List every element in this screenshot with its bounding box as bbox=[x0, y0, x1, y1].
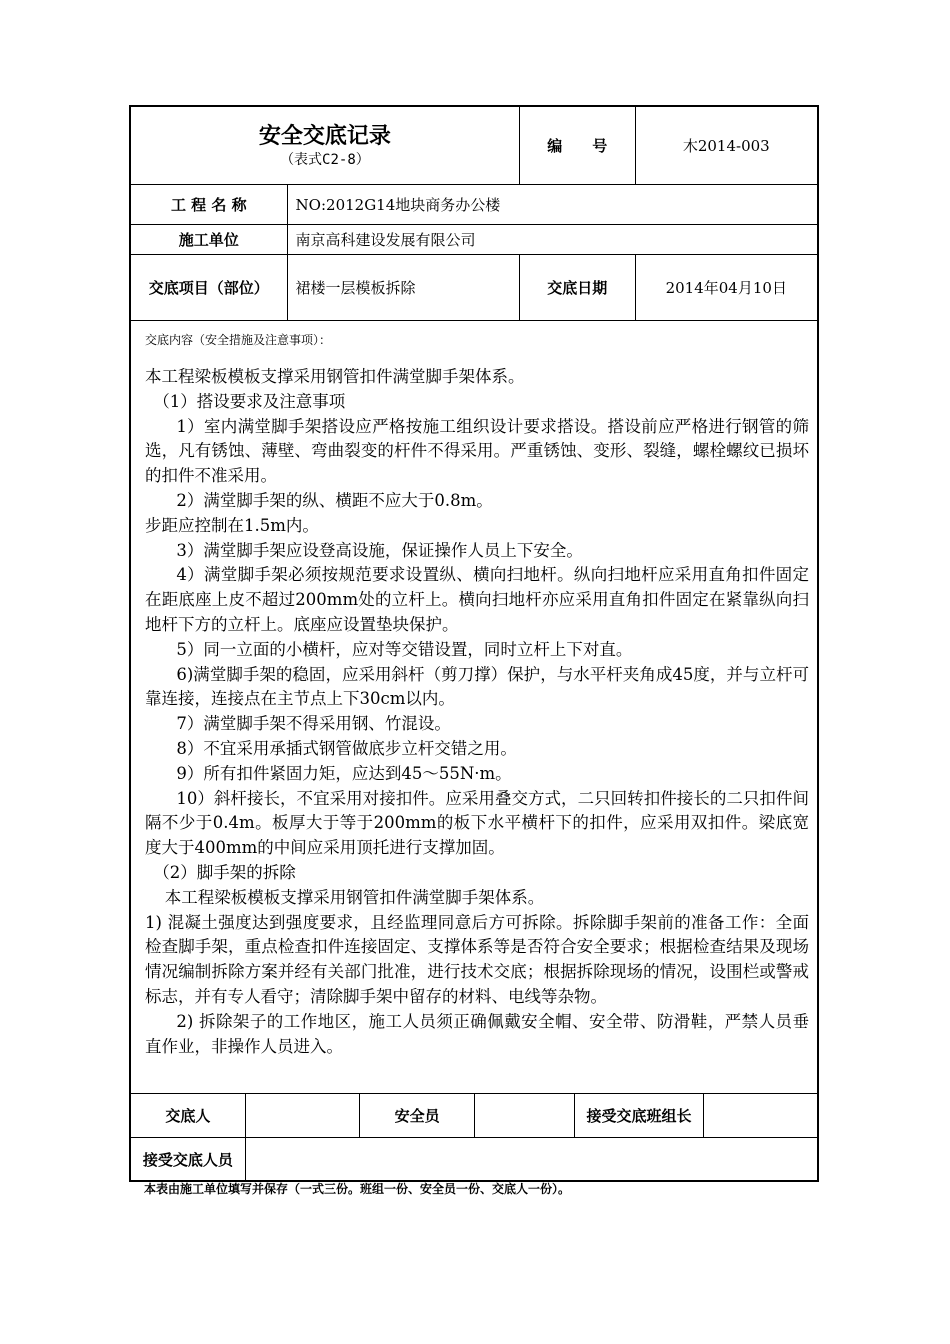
contractor-value: 南京高科建设发展有限公司 bbox=[295, 231, 476, 249]
content-paragraph: （2）脚手架的拆除 bbox=[153, 862, 296, 882]
content-paragraph: 9）所有扣件紧固力矩，应达到45～55N·m。 bbox=[176, 763, 512, 783]
team-leader-label: 接受交底班组长 bbox=[575, 1094, 705, 1137]
form-title: 安全交底记录 bbox=[258, 123, 391, 149]
content-paragraph: 步距应控制在1.5m内。 bbox=[145, 515, 319, 535]
project-value: NO:2012G14地块商务办公楼 bbox=[295, 196, 501, 214]
presenter-label: 交底人 bbox=[131, 1094, 246, 1137]
briefing-content bbox=[131, 321, 817, 1094]
footer-note: 本表由施工单位填写并保存（一式三份。班组一份、安全员一份、交底人一份）。 bbox=[144, 1182, 571, 1196]
content-paragraph: 5）同一立面的小横杆，应对等交错设置，同时立杆上下对直。 bbox=[176, 639, 633, 659]
date-value: 2014年04月10日 bbox=[665, 279, 787, 297]
content-paragraph: 2）满堂脚手架的纵、横距不应大于0.8m。 bbox=[176, 490, 493, 510]
content-paragraph: 10）斜杆接长，不宜采用对接扣件。应采用叠交方式，二只回转扣件接长的二只扣件间隔不少于0.4m。板厚大于等于200mm的板下水平横杆下的扣件，应采用双扣件。梁底宽度大于400mm的中间应采用顶托进行支撑加固。 bbox=[145, 788, 809, 858]
content-paragraph: 3）满堂脚手架应设登高设施，保证操作人员上下安全。 bbox=[176, 540, 583, 560]
team-leader-signature[interactable] bbox=[704, 1094, 817, 1137]
item-value: 裙楼一层模板拆除 bbox=[288, 255, 520, 320]
safety-officer-signature[interactable] bbox=[475, 1094, 575, 1137]
safety-briefing-form bbox=[129, 105, 819, 1182]
content-paragraph: 1）室内满堂脚手架搭设应严格按施工组织设计要求搭设。搭设前应严格进行钢管的筛选，凡有锈蚀、薄壁、弯曲裂变的杆件不得采用。严重锈蚀、变形、裂缝，螺栓螺纹已损坏的扣件不准采用。 bbox=[145, 416, 809, 486]
content-paragraph: 本工程梁板模板支撑采用钢管扣件满堂脚手架体系。 bbox=[145, 367, 525, 386]
content-paragraph: （1）搭设要求及注意事项 bbox=[153, 391, 346, 411]
header-row bbox=[131, 107, 817, 185]
receivers-signature[interactable] bbox=[246, 1138, 817, 1180]
title-cell bbox=[131, 107, 520, 184]
receivers-label: 接受交底人员 bbox=[131, 1138, 246, 1180]
content-paragraph: 4）满堂脚手架必须按规范要求设置纵、横向扫地杆。纵向扫地杆应采用直角扣件固定在距底座上皮不超过200mm处的立杆上。横向扫地杆亦应采用直角扣件固定在紧靠纵向扫地杆下方的立杆上。底座应设置垫块保护。 bbox=[145, 565, 809, 634]
content-paragraph: 6)满堂脚手架的稳固，应采用斜杆（剪刀撑）保护，与水平杆夹角成45度，并与立杆可靠连接，连接点在主节点上下30cm以内。 bbox=[145, 664, 809, 709]
item-row bbox=[131, 255, 817, 321]
contractor-row bbox=[131, 225, 817, 255]
item-label: 交底项目（部位） bbox=[131, 255, 288, 320]
safety-officer-label: 安全员 bbox=[360, 1094, 475, 1137]
content-heading: 交底内容（安全措施及注意事项）： bbox=[145, 333, 332, 347]
number-label: 编 号 bbox=[520, 107, 636, 184]
content-paragraph: 7）满堂脚手架不得采用钢、竹混设。 bbox=[176, 714, 451, 734]
presenter-signature[interactable] bbox=[246, 1094, 361, 1137]
number-value: 木2014-003 bbox=[682, 137, 770, 155]
project-row bbox=[131, 185, 817, 225]
contractor-label: 施工单位 bbox=[131, 225, 288, 254]
content-paragraph: 2) 拆除架子的工作地区，施工人员须正确佩戴安全帽、安全带、防滑鞋，严禁人员垂直作业，非操作人员进入。 bbox=[145, 1011, 809, 1056]
form-subtitle: （表式C2-8） bbox=[280, 151, 370, 168]
receivers-row bbox=[131, 1138, 817, 1180]
project-label: 工 程 名 称 bbox=[131, 185, 288, 224]
signature-row bbox=[131, 1094, 817, 1138]
content-paragraph: 本工程梁板模板支撑采用钢管扣件满堂脚手架体系。 bbox=[164, 887, 545, 907]
date-label: 交底日期 bbox=[520, 255, 636, 320]
content-paragraph: 8）不宜采用承插式钢管做底步立杆交错之用。 bbox=[176, 738, 517, 758]
content-paragraph: 1) 混凝土强度达到强度要求，且经监理同意后方可拆除。拆除脚手架前的准备工作：全面检查脚手架，重点检查扣件连接固定、支撑体系等是否符合安全要求；根据检查结果及现场情况编制拆除方案并经有关部门批准，进行技术交底；根据拆除现场的情况，设围栏或警戒标志，并有专人看守；清除脚手架中留存的材料、电线等杂物。 bbox=[145, 912, 809, 1006]
